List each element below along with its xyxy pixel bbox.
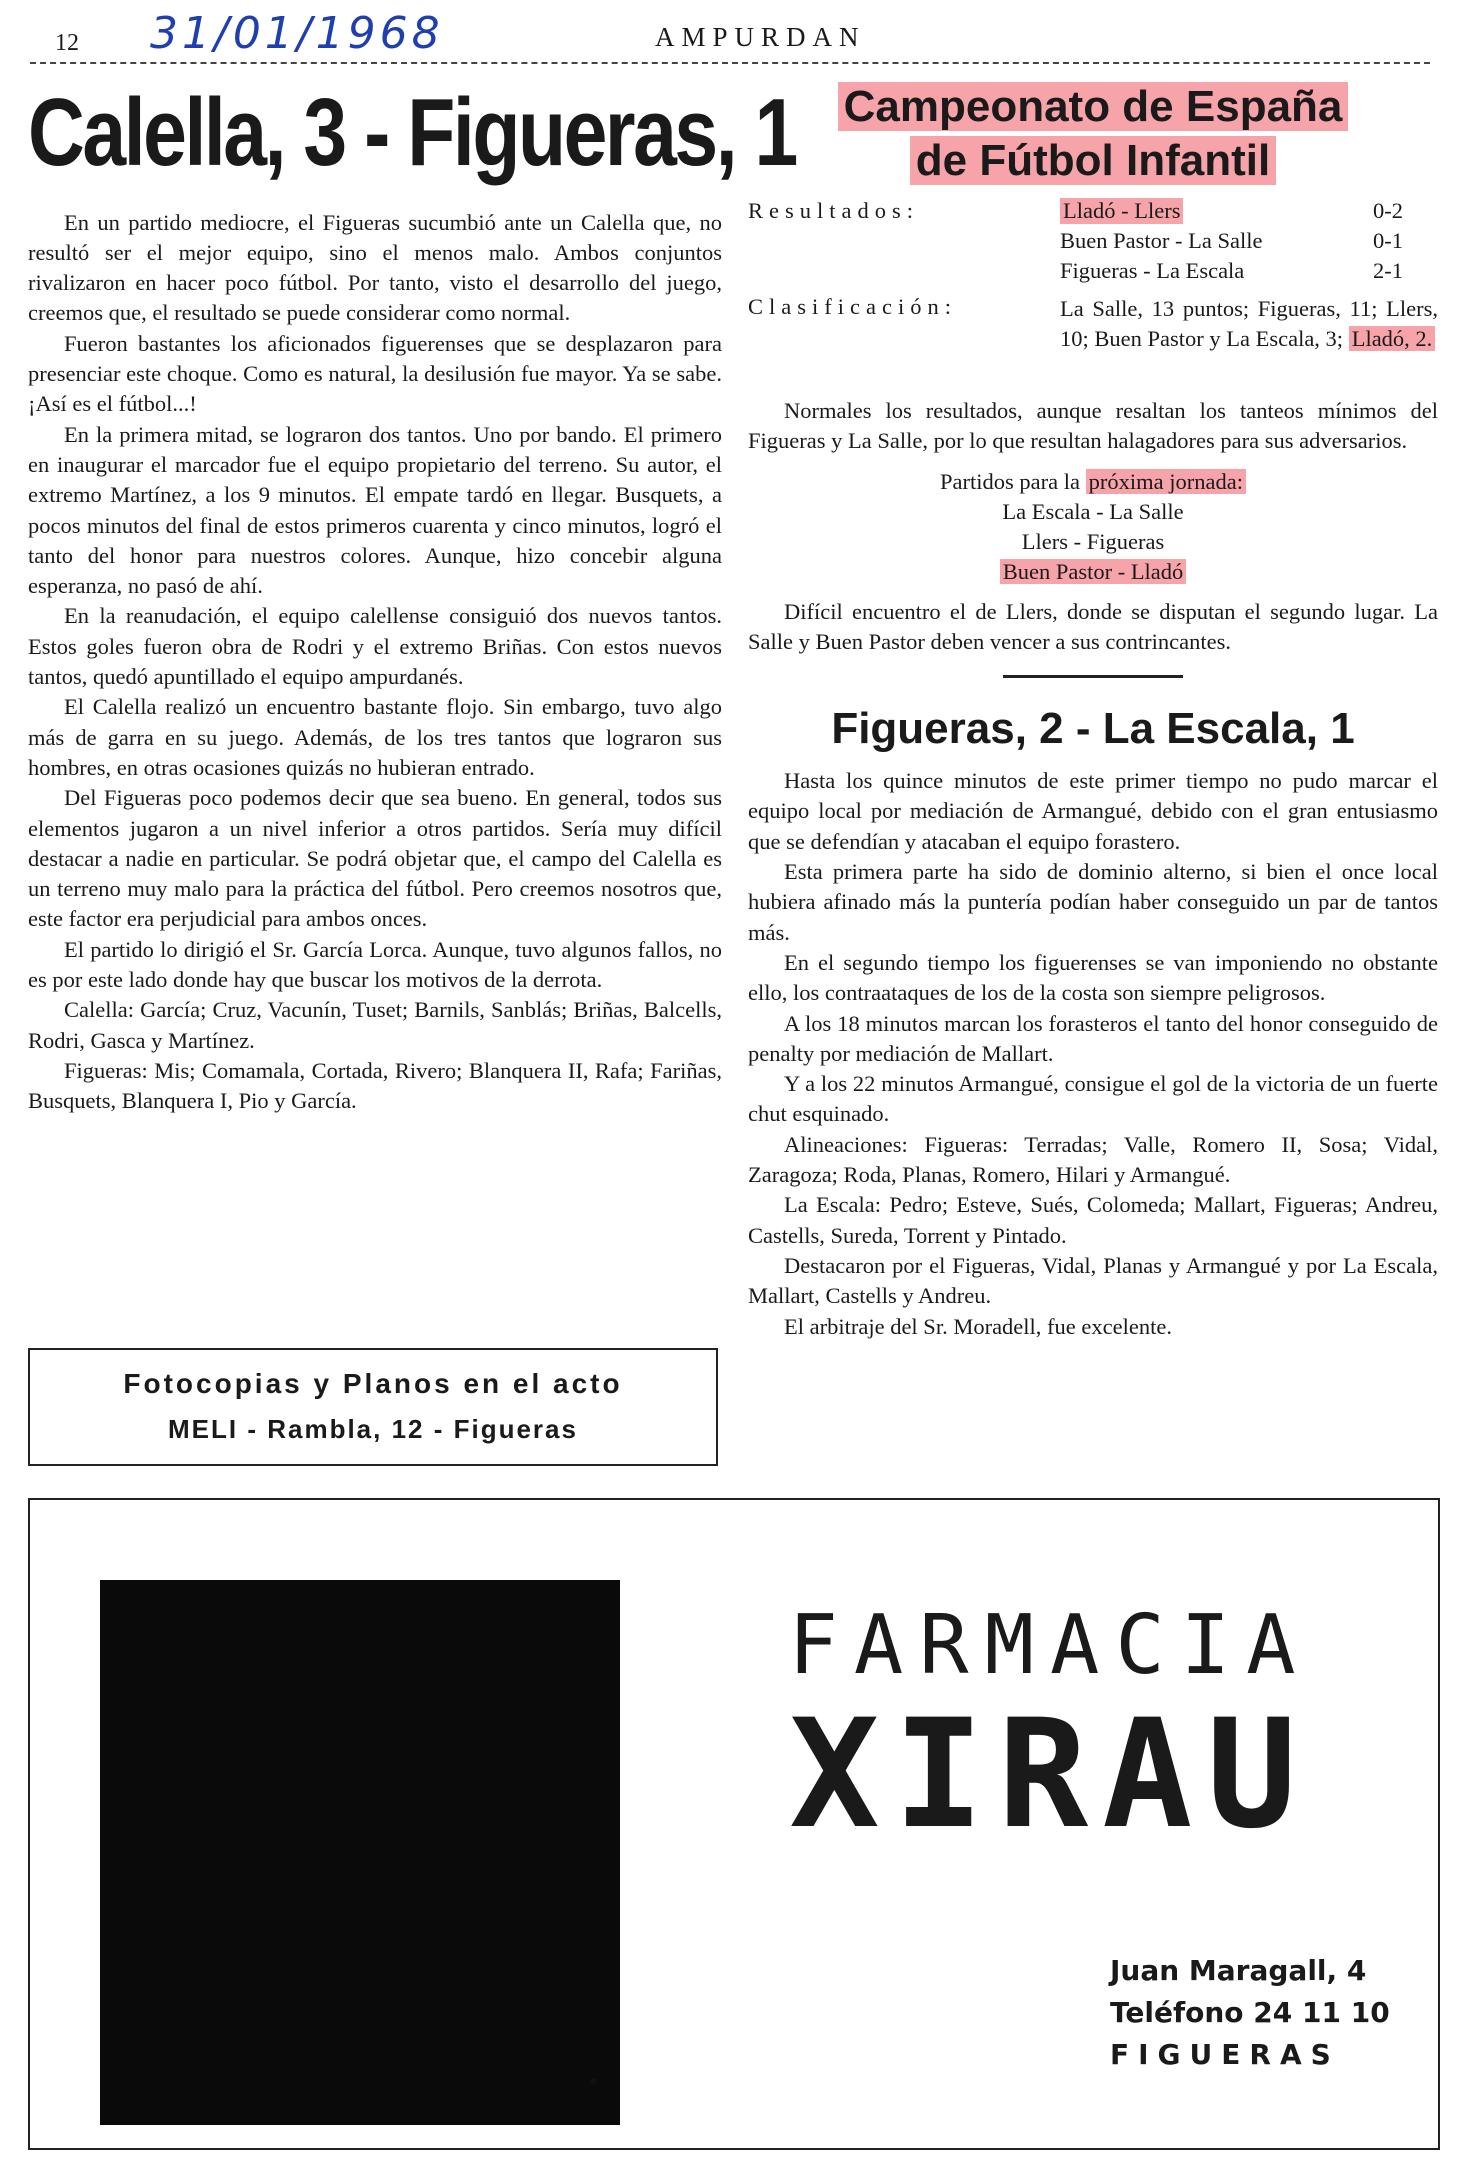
article-paragraph: Esta primera parte ha sido de dominio alterno, si bien el once local hubiera afinado más la puntería podían haber conseguido un par de tantos más. [748,859,1438,945]
article-paragraph: Destacaron por el Figueras, Vidal, Planas y Armangué y por La Escala, Mallart, Castells y Andreu. [748,1252,1438,1309]
brand-name: XIRAU [789,1688,1311,1862]
ink-dot [590,2078,597,2085]
championship-section [748,80,1438,1342]
article-paragraph: Hasta los quince minutos de este primer tiempo no pudo marcar el equipo local por mediación de Armangué, debido con el gran entusiasmo que se defendían y atacaban el equipo forastero. [748,768,1438,854]
ad-photo [100,1580,620,2125]
title-line: de Fútbol Infantil [910,136,1276,185]
page-number: 12 [55,30,79,56]
next-match: Llers - Figueras [1021,528,1165,554]
result-score: 0-2 [1373,198,1403,223]
fotocopias-ad [28,1348,718,1466]
lineup-figueras: Figueras: Mis; Comamala, Cortada, Rivero; Blanquera II, Rafa; Fariñas, Busquets, Blanquera I, Pio y García. [28,1057,722,1114]
lineup-calella: Calella: García; Cruz, Vacunín, Tuset; Barnils, Sanblás; Briñas, Balcells, Rodri, Gasca y Martínez. [28,997,722,1053]
result-match: Lladó - Llers [1060,198,1183,224]
article-title: Figueras, 2 - La Escala, 1 [831,704,1355,754]
handwritten-date: 31/01/1968 [150,8,444,59]
article-paragraph: El arbitraje del Sr. Moradell, fue excelente. [784,1313,1172,1339]
results-row [748,228,1438,258]
results-row [748,258,1438,288]
ad-line: Fotocopias y Planos en el acto [123,1368,623,1399]
next-matches-heading [748,467,1438,497]
article-paragraph: En el segundo tiempo los figuerenses se van imponiendo no obstante ello, los contraataques de los de la costa son siempre peligrosos. [748,949,1438,1006]
article-paragraph: El partido lo dirigió el Sr. García Lorca. Aunque, tuvo algunos fallos, no es por este lado donde hay que buscar los motivos de la derrota. [28,936,722,993]
next-intro: Partidos para la [940,468,1080,494]
classification-row [748,294,1438,392]
article-paragraph: A los 18 minutos marcan los forasteros el tanto del honor conseguido de penalty por mediación de Mallart. [748,1010,1438,1066]
classification-last: Lladó, 2. [1349,326,1436,351]
brand-line: FARMACIA [788,1598,1312,1693]
article-paragraph: Y a los 22 minutos Armangué, consigue el gol de la victoria de un fuerte chut esquinado. [748,1071,1438,1127]
results-row [748,198,1438,228]
ad-line: MELI - Rambla, 12 - Figueras [168,1414,578,1444]
ad-address [1110,1950,1390,2076]
page-header [0,0,1469,70]
result-match: Buen Pastor - La Salle [1060,228,1263,253]
lineup-paragraph: Alineaciones: Figueras: Terradas; Valle, Romero II, Sosa; Vidal, Zaragoza; Roda, Planas, Romero, Hilari y Armangué. [748,1131,1438,1188]
article-paragraph: El Calella realizó un encuentro bastante flojo. Sin embargo, tuvo algo más de garra en su juego. Además, de los tres tantos que lograron sus hombres, en otras ocasiones quizás no hubieran entrado. [28,694,722,780]
header-rule [30,62,1430,64]
article-calella-figueras [28,79,796,1117]
championship-title [748,80,1438,188]
result-score: 2-1 [1373,258,1403,283]
address-phone: Teléfono 24 11 10 [1110,1996,1390,2029]
next-match: La Escala - La Salle [1002,498,1184,524]
next-matches [748,467,1438,587]
address-city: FIGUERAS [1110,2038,1340,2071]
section-separator [1003,675,1183,678]
article-paragraph: Del Figueras poco podemos decir que sea bueno. En general, todos sus elementos jugaron a un nivel inferior a otros partidos. Sería muy difícil destacar a nadie en particular. Se podrá objetar que, el campo del Calella es un terreno muy malo para la práctica del fútbol. Pero creemos nosotros que, este factor era perjudicial para ambos onces. [28,785,722,932]
classification-body: La Salle, 13 puntos; Figueras, 11; Llers, 10; Buen Pastor y La Escala, 3; [1060,296,1438,351]
championship-closing: Difícil encuentro el de Llers, donde se disputan el segundo lugar. La Salle y Buen Pastor deben vencer a sus contrincantes. [748,598,1438,654]
next-match [748,557,1438,587]
lineup-paragraph: La Escala: Pedro; Esteve, Sués, Colomeda; Mallart, Figueras; Andreu, Castells, Sureda, Torrent y Pintado. [748,1192,1438,1248]
article-paragraph: En un partido mediocre, el Figueras sucumbió ante un Calella que, no resultó ser el mejor equipo, sino el menos malo. Ambos conjuntos rivalizaron en hacer poco fútbol. Por tanto, visto el desarrollo del juego, creemos que, el resultado se puede considerar como normal. [28,209,722,326]
article-paragraph: En la reanudación, el equipo calellense consiguió dos nuevos tantos. Estos goles fueron obra de Rodri y el extremo Briñas. Con estos nuevos tantos, quedó apuntillado el equipo ampurdanés. [28,603,722,690]
article-paragraph: Fueron bastantes los aficionados figuerenses que se desplazaron para presenciar este choque. Como es natural, la desilusión fue mayor. Ya se sabe. ¡Así es el fútbol...! [28,330,722,417]
masthead: AMPURDAN [655,22,866,52]
address-street: Juan Maragall, 4 [1110,1954,1367,1987]
article-paragraph: En la primera mitad, se lograron dos tantos. Uno por bando. El primero en inaugurar el marcador fue el equipo propietario del terreno. Su autor, el extremo Martínez, a los 9 minutos. El empate tardó en llegar. Busquets, a pocos minutos del final de estos primeros cuarenta y cinco minutos, logró el tanto del honor para nuestros colores. Aunque, hizo concebir alguna esperanza, no pasó de ahí. [28,421,722,599]
next-match-highlight: Buen Pastor - Lladó [1000,559,1187,584]
title-line: Campeonato de España [838,82,1349,131]
article-title: Calella, 3 - Figueras, 1 [28,79,796,186]
result-score: 0-1 [1373,228,1403,253]
classification-text [1060,294,1438,354]
result-match: Figueras - La Escala [1060,258,1245,283]
farmacia-ad [28,1498,1440,2150]
results-comment: Normales los resultados, aunque resaltan los tanteos mínimos del Figueras y La Salle, por lo que resultan halagadores para sus adversarios. [748,398,1438,454]
results-label: Resultados: [748,198,919,223]
classification-label: Clasificación: [748,294,957,319]
ad-brand [700,1598,1400,1862]
next-highlight: próxima jornada: [1086,469,1246,494]
